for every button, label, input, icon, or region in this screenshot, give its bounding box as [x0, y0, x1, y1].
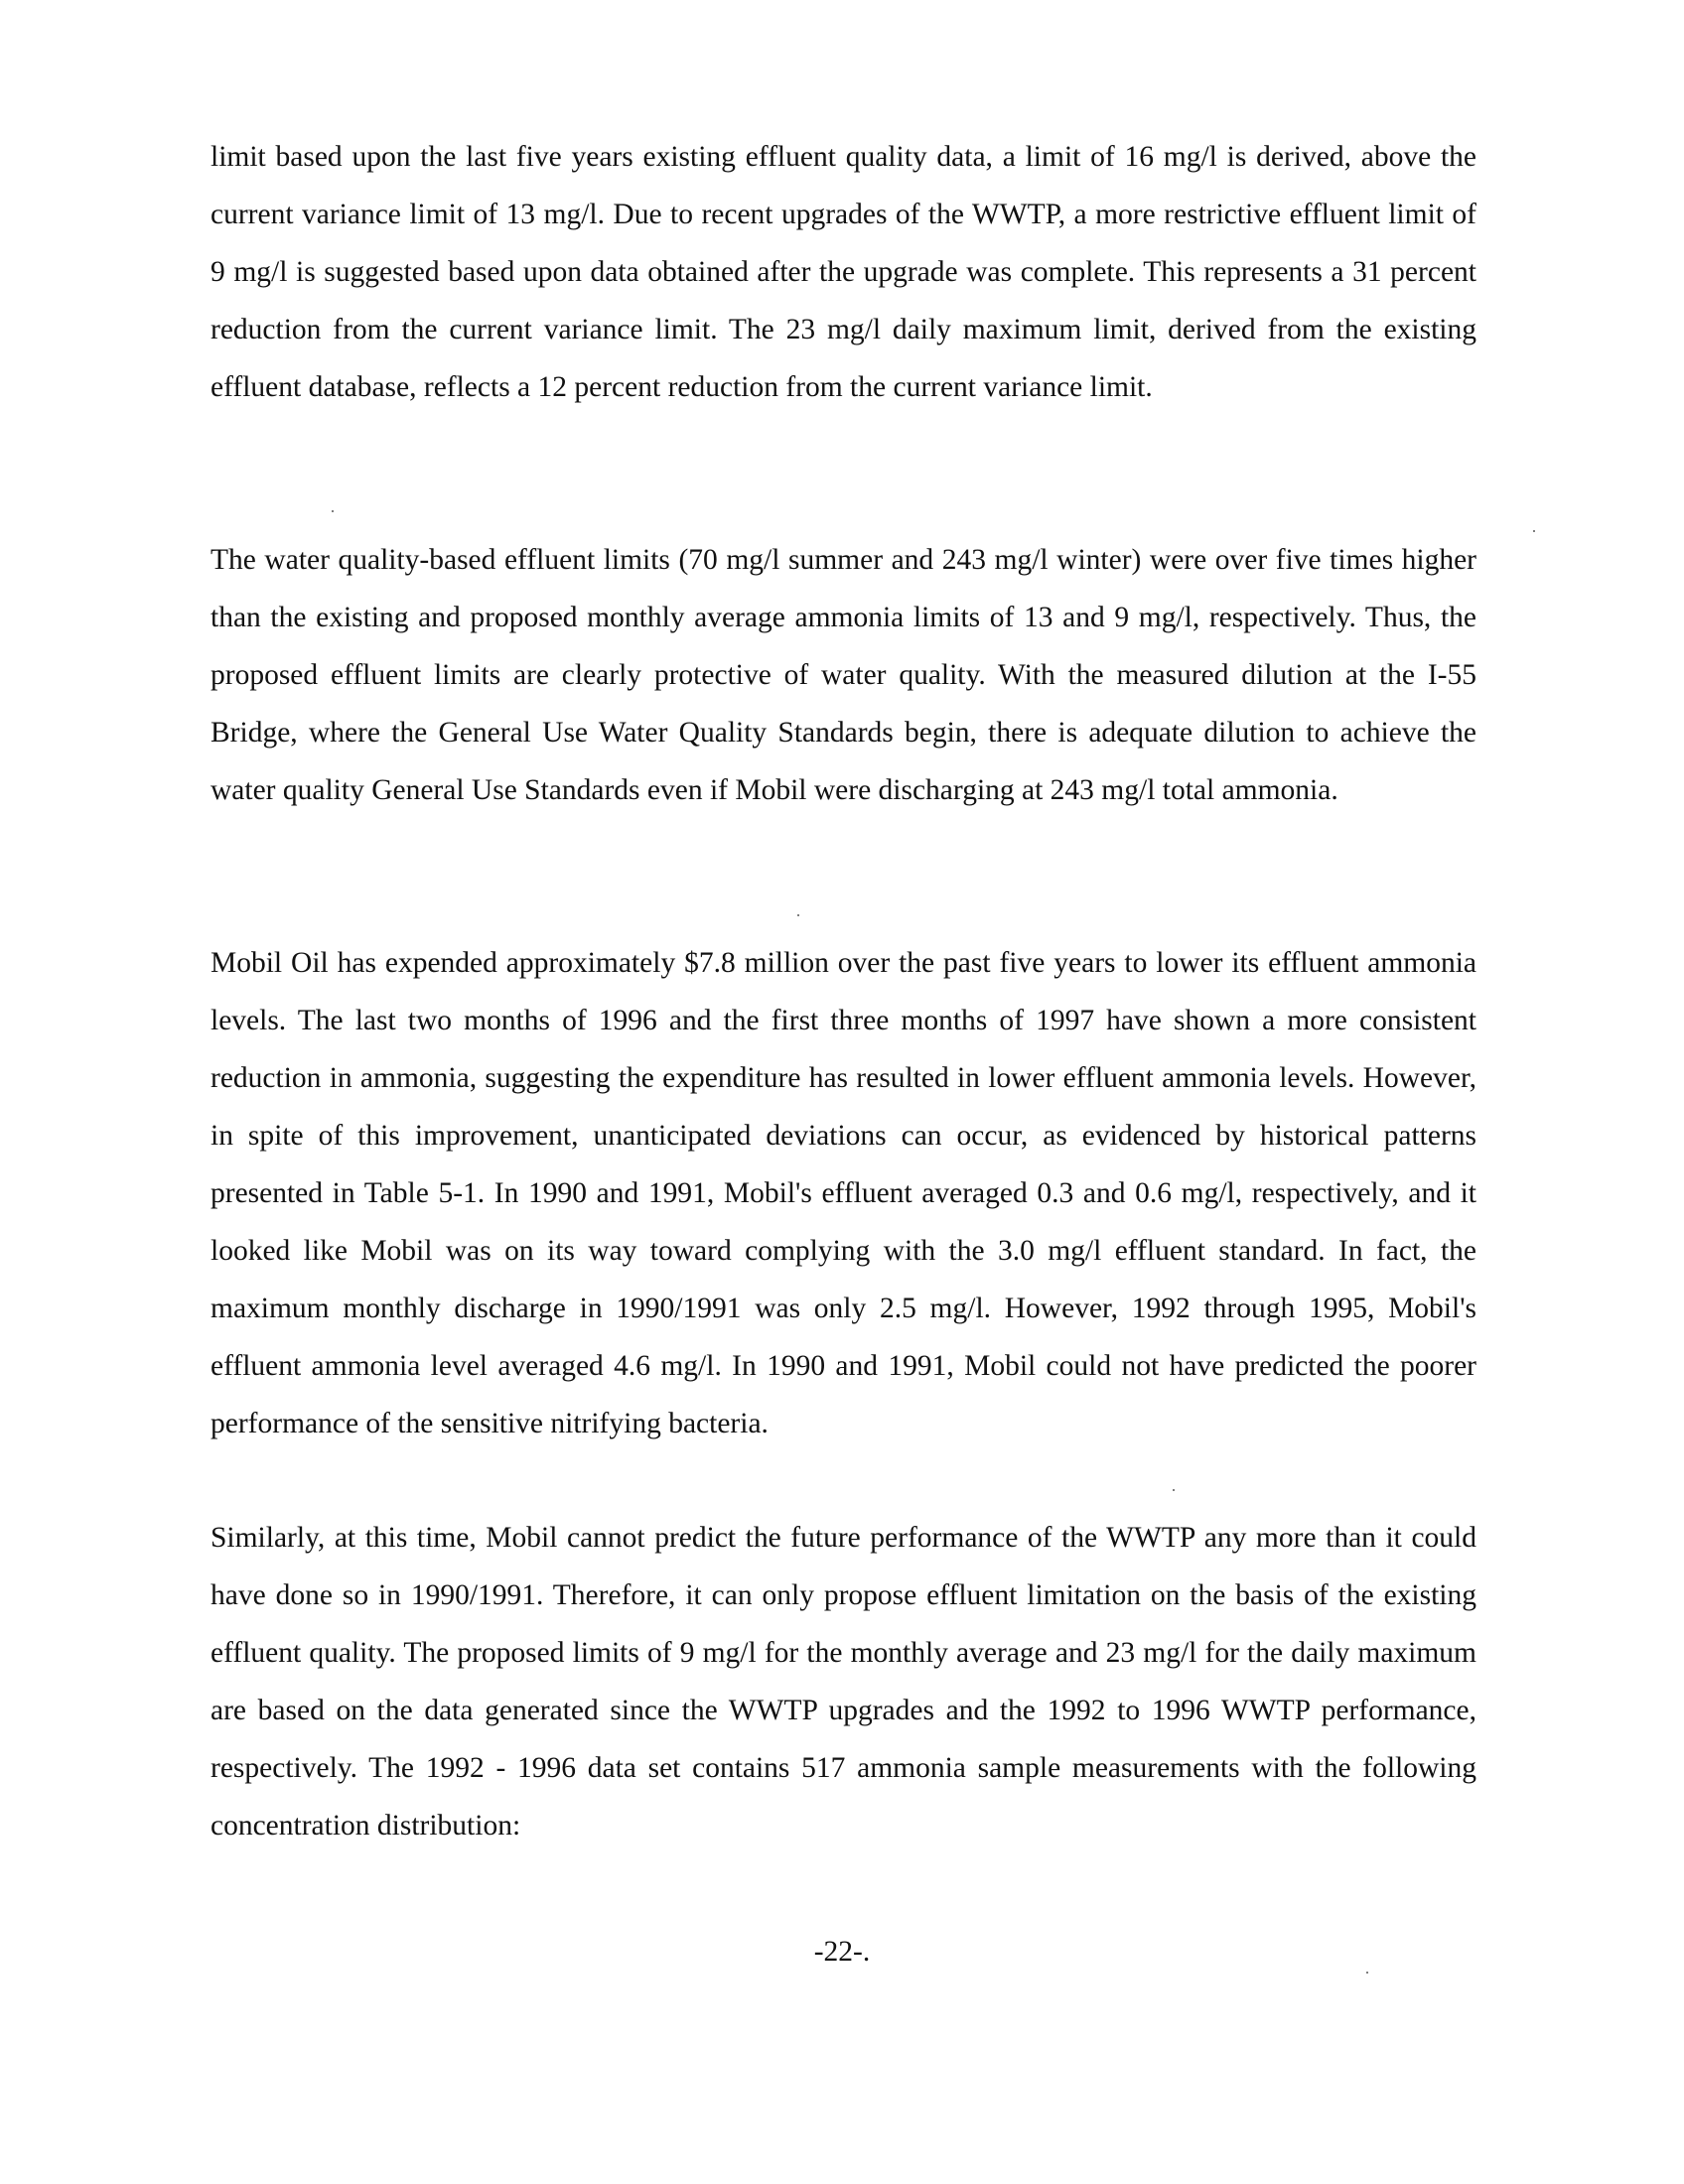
scan-speck — [1533, 530, 1535, 532]
page-number: -22-. — [813, 1936, 871, 1968]
scan-speck — [1173, 1489, 1175, 1491]
scan-speck — [797, 914, 799, 916]
paragraph-future-performance: Similarly, at this time, Mobil cannot predict the future performance of the WWTP any more than it could have done so in 1990/1991. Therefore, it can only propose effluent limitation on the basis of the existing effluent quality. The proposed limits of 9 mg/l for the monthly average and 23 mg/l for the daily maximum are based on the data generated since the WWTP upgrades and the 1992 to 1996 WWTP performance, respectively. The 1992 - 1996 data set contains 517 ammonia sample measurements with the following concentration distribution: — [210, 1522, 1476, 1842]
scan-speck — [1366, 1972, 1368, 1974]
paragraph-mobil-expenditure: Mobil Oil has expended approximately $7.8 million over the past five years to lower its effluent ammonia levels. The last two months of 1996 and the first three months of 1997 have shown a more consistent reduction in ammonia, suggesting the expenditure has resulted in lower effluent ammonia levels. However, in spite of this improvement, unanticipated deviations can occur, as evidenced by historical patterns presented in Table 5-1. In 1990 and 1991, Mobil's effluent averaged 0.3 and 0.6 mg/l, respectively, and it looked like Mobil was on its way toward complying with the 3.0 mg/l effluent standard. In fact, the maximum monthly discharge in 1990/1991 was only 2.5 mg/l. However, 1992 through 1995, Mobil's effluent ammonia level averaged 4.6 mg/l. In 1990 and 1991, Mobil could not have predicted the poorer performance of the sensitive nitrifying bacteria. — [210, 947, 1476, 1439]
scan-speck — [332, 510, 334, 512]
paragraph-variance-limit: limit based upon the last five years existing effluent quality data, a limit of 16 mg/l is derived, above the current variance limit of 13 mg/l. Due to recent upgrades of the WWTP, a more restrictive effluent limit of 9 mg/l is suggested based upon data obtained after the upgrade was complete. This represents a 31 percent reduction from the current variance limit. The 23 mg/l daily maximum limit, derived from the existing effluent database, reflects a 12 percent reduction from the current variance limit. — [210, 141, 1476, 403]
paragraph-water-quality-limits: The water quality-based effluent limits (70 mg/l summer and 243 mg/l winter) were over five times higher than the existing and proposed monthly average ammonia limits of 13 and 9 mg/l, respectively. Thus, the proposed effluent limits are clearly protective of water quality. With the measured dilution at the I-55 Bridge, where the General Use Water Quality Standards begin, there is adequate dilution to achieve the water quality General Use Standards even if Mobil were discharging at 243 mg/l total ammonia. — [210, 544, 1476, 806]
